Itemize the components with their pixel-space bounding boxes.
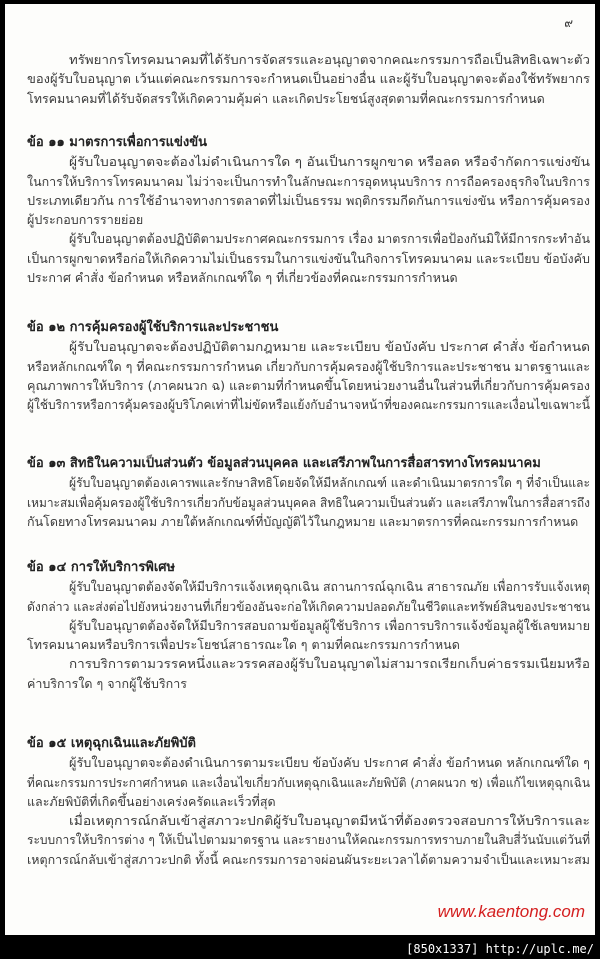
section-heading [27,558,590,577]
line-text: ผู้รับใบอนุญาตจะต้องไม่ดำเนินการใด ๆ อันเป็นการผูกขาด หรือลด หรือจำกัดการแข่งขัน [69,154,590,170]
line-text: ในการให้บริการโทรคมนาคม ไม่ว่าจะเป็นการทำในลักษณะการอุดหนุนบริการ การถือครองธุรกิจในบริการ [27,173,590,189]
line-text: ทรัพยากรโทรคมนาคมที่ได้รับการจัดสรรและอนุญาตจากคณะกรรมการถือเป็นสิทธิเฉพาะตัว [69,52,590,67]
paragraph-line [27,89,590,108]
line-text: โทรคมนาคมหรือบริการเพื่อประโยชน์สาธารณะใด ๆ ตามที่คณะกรรมการกำหนด [27,637,460,653]
paragraph-line [27,210,590,229]
paragraph-line [27,473,590,492]
paragraph-line [27,811,590,830]
image-size-footer: [850x1337] http://uplc.me/ [406,942,594,956]
line-text: ผู้รับใบอนุญาตต้องปฏิบัติตามประกาศคณะกรรมการ เรื่อง มาตรการเพื่อป้องกันมิให้มีการกระทำอัน [69,231,590,247]
section-heading [27,318,590,337]
section-heading-text: ข้อ ๑๒ การคุ้มครองผู้ใช้บริการและประชาชน [27,320,279,335]
paragraph-line [27,512,590,531]
paragraph-line [27,191,590,210]
paragraph-line [27,616,590,635]
paragraph-line [27,597,590,616]
section-heading-text: ข้อ ๑๑ มาตรการเพื่อการแข่งขัน [27,135,208,150]
paragraph-line [27,268,590,287]
line-text: เหตุการณ์กลับเข้าสู่สภาวะปกติ ทั้งนี้ คณะกรรมการอาจผ่อนผันระยะเวลาได้ตามความจำเป็นและเหมาะสม [27,851,590,867]
line-text: ผู้รับใบอนุญาตต้องจัดให้มีบริการสอบถามข้อมูลผู้ใช้บริการ เพื่อการบริการแจ้งข้อมูลผู้ใช้เลขหมาย [69,617,590,633]
line-text: การบริการตามวรรคหนึ่งและวรรคสองผู้รับใบอนุญาตไม่สามารถเรียกเก็บค่าธรรมเนียมหรือ [69,656,590,672]
section-heading-text: ข้อ ๑๕ เหตุฉุกเฉินและภัยพิบัติ [27,736,196,751]
line-text: ที่คณะกรรมการประกาศกำหนด และเงื่อนไขเกี่ยวกับเหตุฉุกเฉินและภัยพิบัติ (ภาคผนวก ช) เพื่อแก้ไขเหตุฉุกเฉิน [27,774,590,790]
section-heading [27,454,590,473]
line-text: ผู้รับใบอนุญาตจะต้องดำเนินการตามระเบียบ ข้อบังคับ ประกาศ คำสั่ง ข้อกำหนด หลักเกณฑ์ใด ๆ [69,755,590,771]
paragraph-line [27,249,590,268]
line-text: ผู้ใช้บริการหรือการคุ้มครองผู้บริโภคเท่าที่ไม่ขัดหรือแย้งกับอำนาจหน้าที่ของคณะกรรมการและเงื่อนไขเฉพาะนี้ [27,397,590,413]
paragraph-line [27,753,590,772]
watermark-link[interactable]: www.kaentong.com [437,902,585,921]
paragraph-line [27,773,590,792]
paragraph-line [27,792,590,811]
paragraph-line [27,172,590,191]
section-heading-text: ข้อ ๑๔ การให้บริการพิเศษ [27,560,176,575]
section-heading [27,133,590,152]
paragraph-line [27,69,590,88]
paragraph-line [27,654,590,673]
section-14 [27,558,590,693]
paragraph-line [27,493,590,512]
paragraph-line [27,152,590,171]
line-text: เหมาะสมเพื่อคุ้มครองผู้ใช้บริการเกี่ยวกับข้อมูลส่วนบุคคล สิทธิในความเป็นส่วนตัว และเสรีภาพในการสื่อสารถึง [27,494,590,510]
paragraph-line [27,850,590,869]
line-text: ผู้ประกอบการรายย่อย [27,212,144,228]
paragraph-line [27,577,590,596]
page-number: ๙ [564,16,573,30]
line-text: ผู้รับใบอนุญาตต้องจัดให้มีบริการแจ้งเหตุฉุกเฉิน สถานการณ์ฉุกเฉิน สาธารณภัย เพื่อการรับแจ้งเหตุ [69,579,590,595]
line-text: คุณภาพการให้บริการ (ภาคผนวก ฉ) และตามที่กำหนดขึ้นโดยหน่วยงานอื่นในส่วนที่เกี่ยวกับการคุ้มครอง [27,377,590,393]
line-text: โทรคมนาคมที่ได้รับจัดสรรให้เกิดความคุ้มค่า และเกิดประโยชน์สูงสุดตามที่คณะกรรมการกำหนด [27,90,545,106]
line-text: และภัยพิบัติที่เกิดขึ้นอย่างเคร่งครัดและเร็วที่สุด [27,793,276,809]
line-text: ผู้รับใบอนุญาตจะต้องปฏิบัติตามกฎหมาย และระเบียบ ข้อบังคับ ประกาศ คำสั่ง ข้อกำหนด [69,339,590,355]
line-text: กันโดยทางโทรคมนาคม ภายใต้หลักเกณฑ์ที่บัญญัติไว้ในกฎหมาย และมาตรการที่คณะกรรมการกำหนด [27,513,579,529]
section-intro [27,50,590,108]
paragraph-line [27,337,590,356]
paragraph-line [27,674,590,693]
line-text: เป็นการผูกขาดหรือก่อให้เกิดความไม่เป็นธรรมในการแข่งขันในกิจการโทรคมนาคม และระเบียบ ข้อบังคับ [27,250,590,266]
paragraph-line [27,830,590,849]
line-text: ระบบการให้บริการต่าง ๆ ให้เป็นไปตามมาตรฐาน และรายงานให้คณะกรรมการทราบภายในสิบสี่วันนับแต่วันที่ [27,832,590,848]
section-11 [27,133,590,287]
paragraph-line [27,229,590,248]
section-13 [27,454,590,531]
line-text: ประเภทเดียวกัน การใช้อำนาจทางการตลาดที่ไม่เป็นธรรม พฤติกรรมกีดกันการแข่งขัน หรือการคุ้มครอง [27,192,590,208]
paragraph-line [27,50,590,69]
line-text: ค่าบริการใด ๆ จากผู้ใช้บริการ [27,675,187,691]
paragraph-line [27,395,590,414]
line-text: ของผู้รับใบอนุญาต เว้นแต่คณะกรรมการจะกำหนดเป็นอย่างอื่น และผู้รับใบอนุญาตจะต้องใช้ทรัพยากร [27,71,590,87]
line-text: ผู้รับใบอนุญาตต้องเคารพและรักษาสิทธิโดยจัดให้มีหลักเกณฑ์ และดำเนินมาตรการใด ๆ ที่จำเป็นและ [69,475,590,491]
paragraph-line [27,635,590,654]
paragraph-line [27,376,590,395]
line-text: ดังกล่าว และส่งต่อไปยังหน่วยงานที่เกี่ยวข้องอันจะก่อให้เกิดความปลอดภัยในชีวิตและทรัพย์สินของประชาชน [27,598,590,614]
line-text: ประกาศ คำสั่ง ข้อกำหนด หรือหลักเกณฑ์ใด ๆ ที่เกี่ยวข้องที่คณะกรรมการกำหนด [27,270,458,286]
document-page [5,4,595,935]
paragraph-line [27,357,590,376]
section-heading [27,734,590,753]
line-text: หรือหลักเกณฑ์ใด ๆ ที่คณะกรรมการกำหนด เกี่ยวกับการคุ้มครองผู้ใช้บริการและประชาชน มาตรฐานและ [27,358,590,374]
line-text: เมื่อเหตุการณ์กลับเข้าสู่สภาวะปกติผู้รับใบอนุญาตมีหน้าที่ต้องตรวจสอบการให้บริการและ [69,813,590,829]
section-15 [27,734,590,869]
section-12 [27,318,590,414]
section-heading-text: ข้อ ๑๓ สิทธิในความเป็นส่วนตัว ข้อมูลส่วนบุคคล และเสรีภาพในการสื่อสารทางโทรคมนาคม [27,456,541,471]
